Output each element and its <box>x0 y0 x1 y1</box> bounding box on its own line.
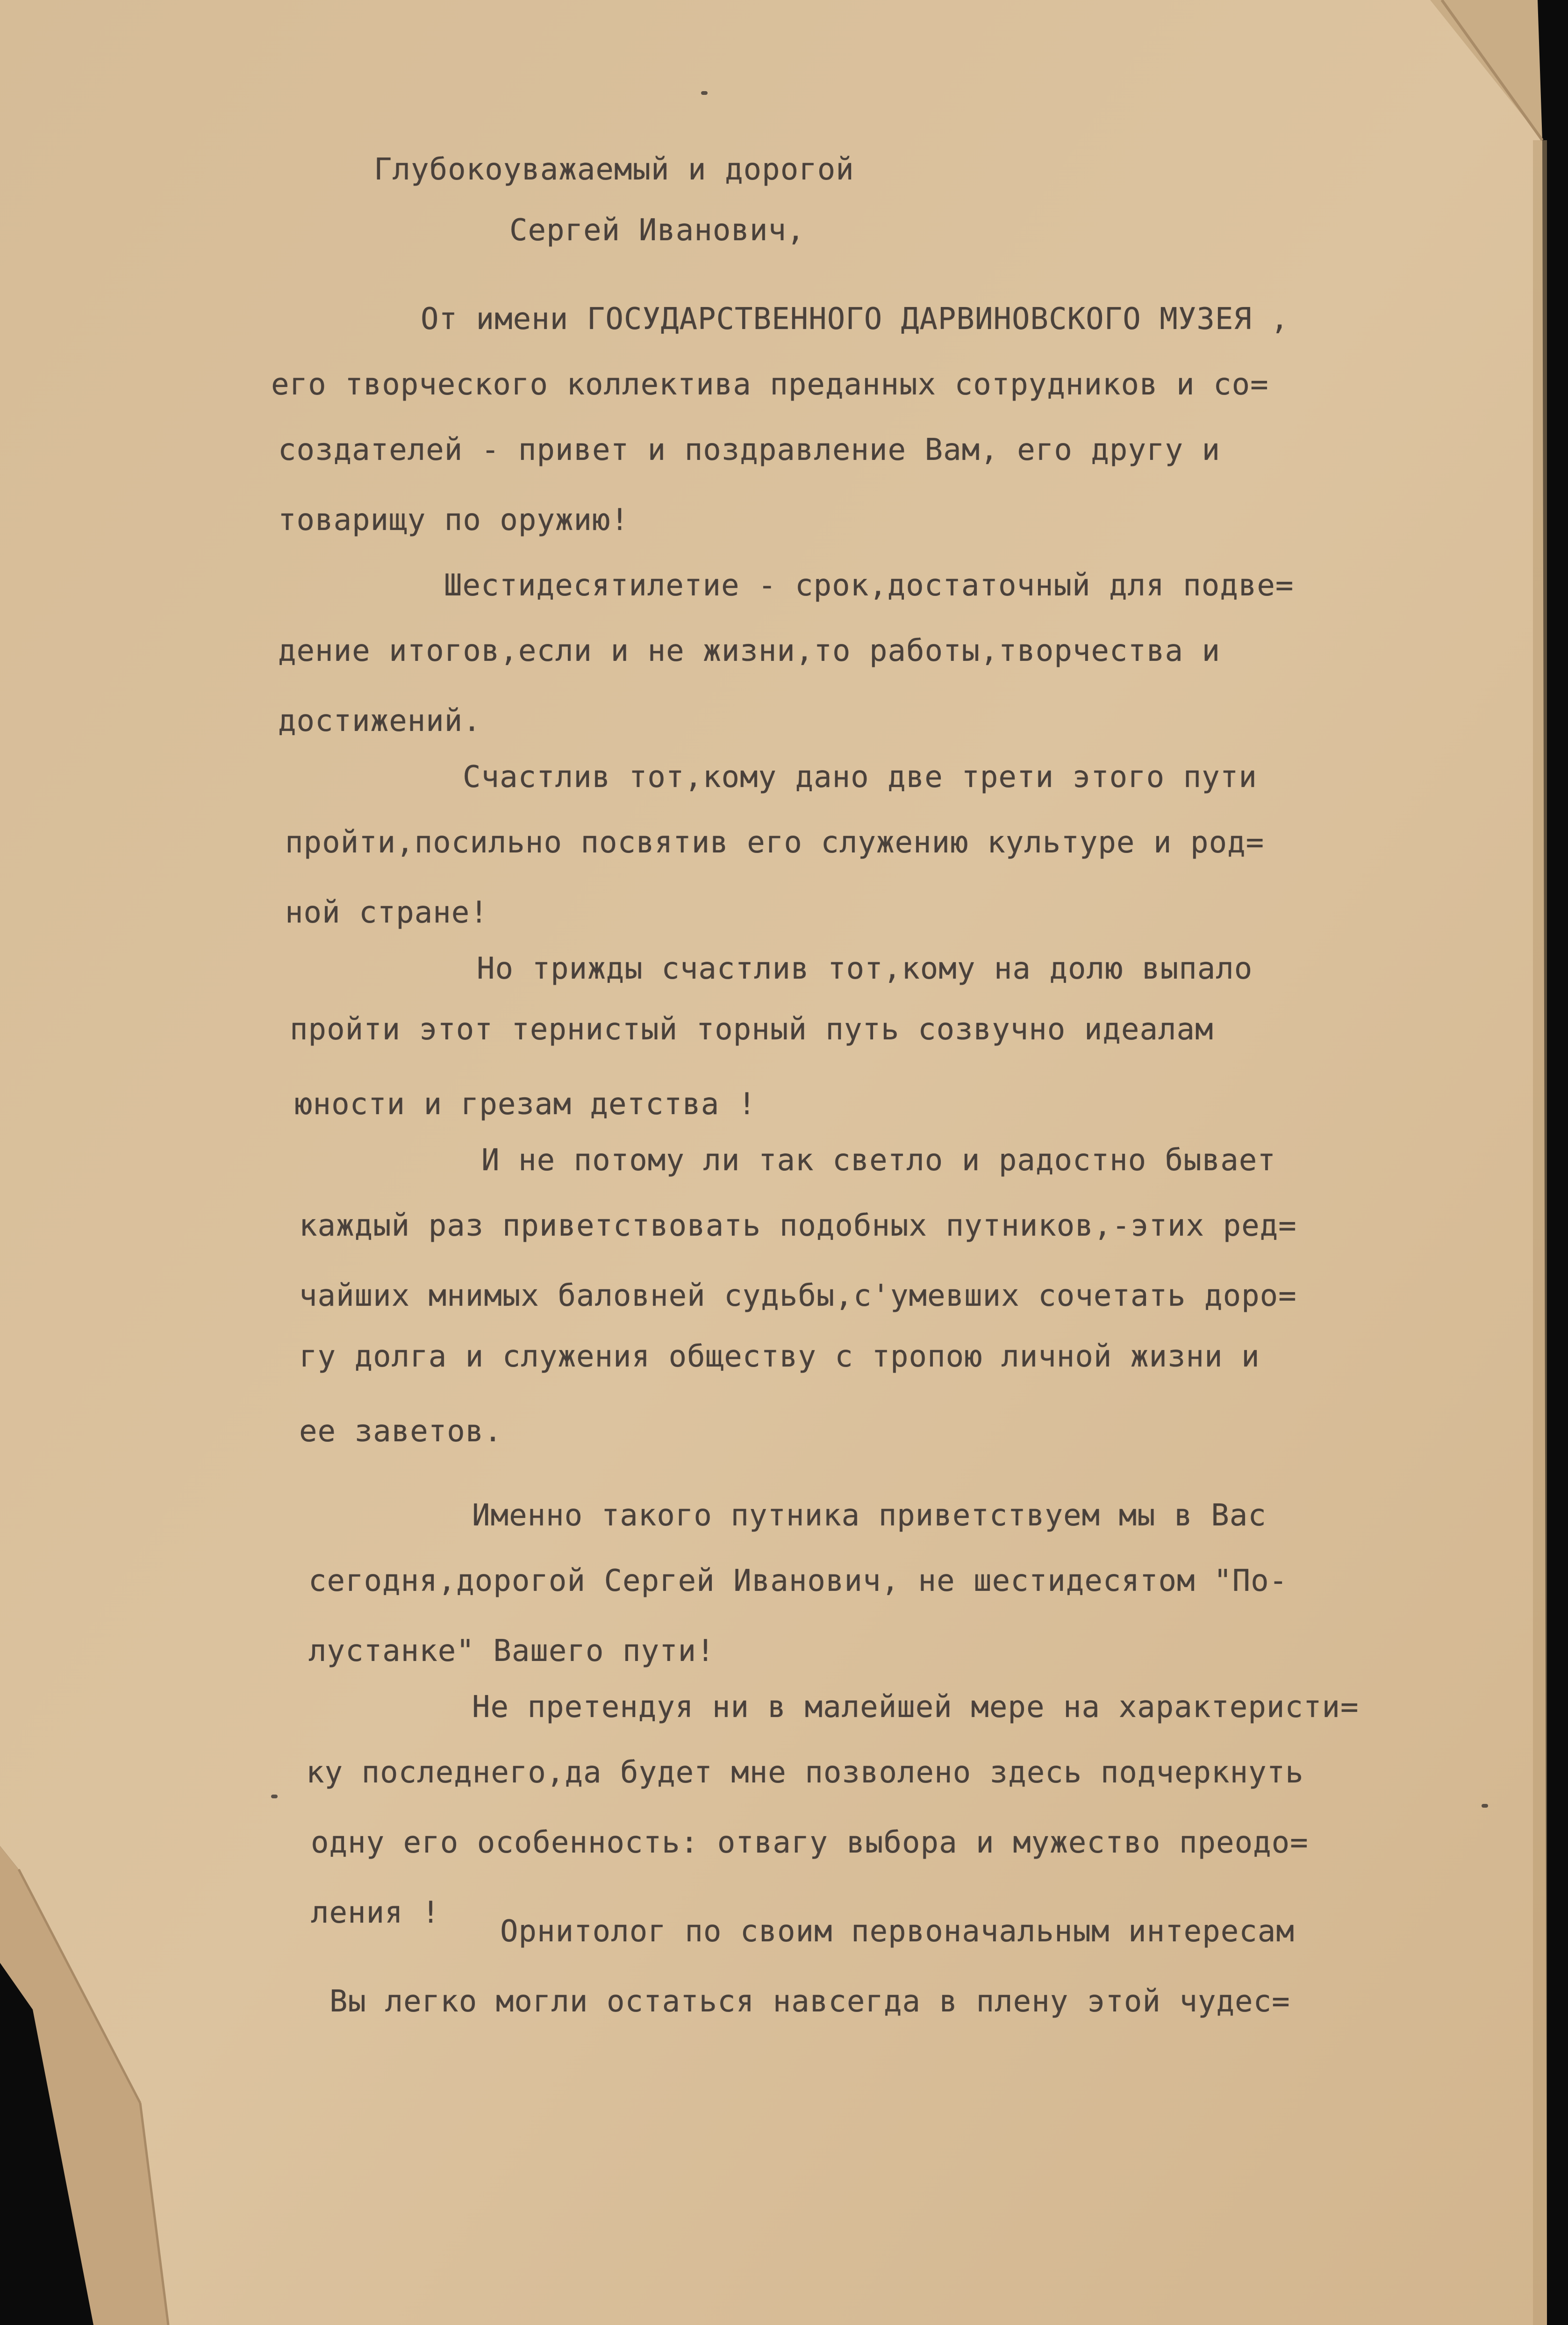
letter-line: пройти,посильно посвятив его служению культуре и род= <box>285 825 1265 860</box>
letter-line: пройти этот тернистый торный путь созвучно идеалам <box>290 1012 1214 1047</box>
letter-line: Вы легко могли остаться навсегда в плену этой чудес= <box>329 1984 1290 2019</box>
letter-line: Счастлив тот,кому дано две трети этого пути <box>463 760 1257 794</box>
letter-line: одну его особенность: отвагу выбора и мужество преодо= <box>311 1825 1309 1860</box>
letter-line: Орнитолог по своим первоначальным интересам <box>500 1914 1295 1949</box>
letter-line: сегодня,дорогой Сергей Иванович, не шестидесятом "По- <box>308 1564 1288 1598</box>
letter-line: юности и грезам детства ! <box>294 1087 757 1122</box>
letter-line: лустанке" Вашего пути! <box>308 1634 715 1668</box>
letter-line: дение итогов,если и не жизни,то работы,творчества и <box>278 634 1221 668</box>
letter-line: ку последнего,да будет мне позволено здесь подчеркнуть <box>306 1755 1304 1790</box>
letter-line: ной стране! <box>285 895 488 930</box>
letter-line: гу долга и служения обществу с тропою личной жизни и <box>299 1339 1260 1374</box>
letter-line: Не претендуя ни в малейшей мере на характеристи= <box>472 1690 1359 1724</box>
letter-line: От имени ГОСУДАРСТВЕННОГО ДАРВИНОВСКОГО МУЗЕЯ , <box>421 302 1289 336</box>
letter-line: Но трижды счастлив тот,кому на долю выпало <box>477 951 1253 986</box>
letter-line: ления ! <box>311 1896 440 1930</box>
letter-line: создателей - привет и поздравление Вам, его другу и <box>278 433 1221 467</box>
letter-line: ее заветов. <box>299 1414 502 1449</box>
letter-line: достижений. <box>278 704 481 738</box>
letter-line: И не потому ли так светло и радостно бывает <box>481 1143 1276 1178</box>
ink-speck <box>1482 1804 1488 1808</box>
salutation-line: Глубокоуважаемый и дорогой <box>374 152 854 187</box>
ink-speck <box>271 1795 278 1798</box>
ink-speck <box>701 91 708 95</box>
letter-line: его творческого коллектива преданных сотрудников и со= <box>271 367 1269 402</box>
salutation-line: Сергей Иванович, <box>509 213 805 248</box>
letter-line: Шестидесятилетие - срок,достаточный для подве= <box>444 568 1294 603</box>
letter-line: чайших мнимых баловней судьбы,с'умевших сочетать доро= <box>299 1279 1297 1313</box>
letter-line: Именно такого путника приветствуем мы в Вас <box>472 1498 1267 1533</box>
letter-line: товарищу по оружию! <box>278 503 630 537</box>
letter-line: каждый раз приветствовать подобных путников,-этих ред= <box>299 1209 1297 1243</box>
